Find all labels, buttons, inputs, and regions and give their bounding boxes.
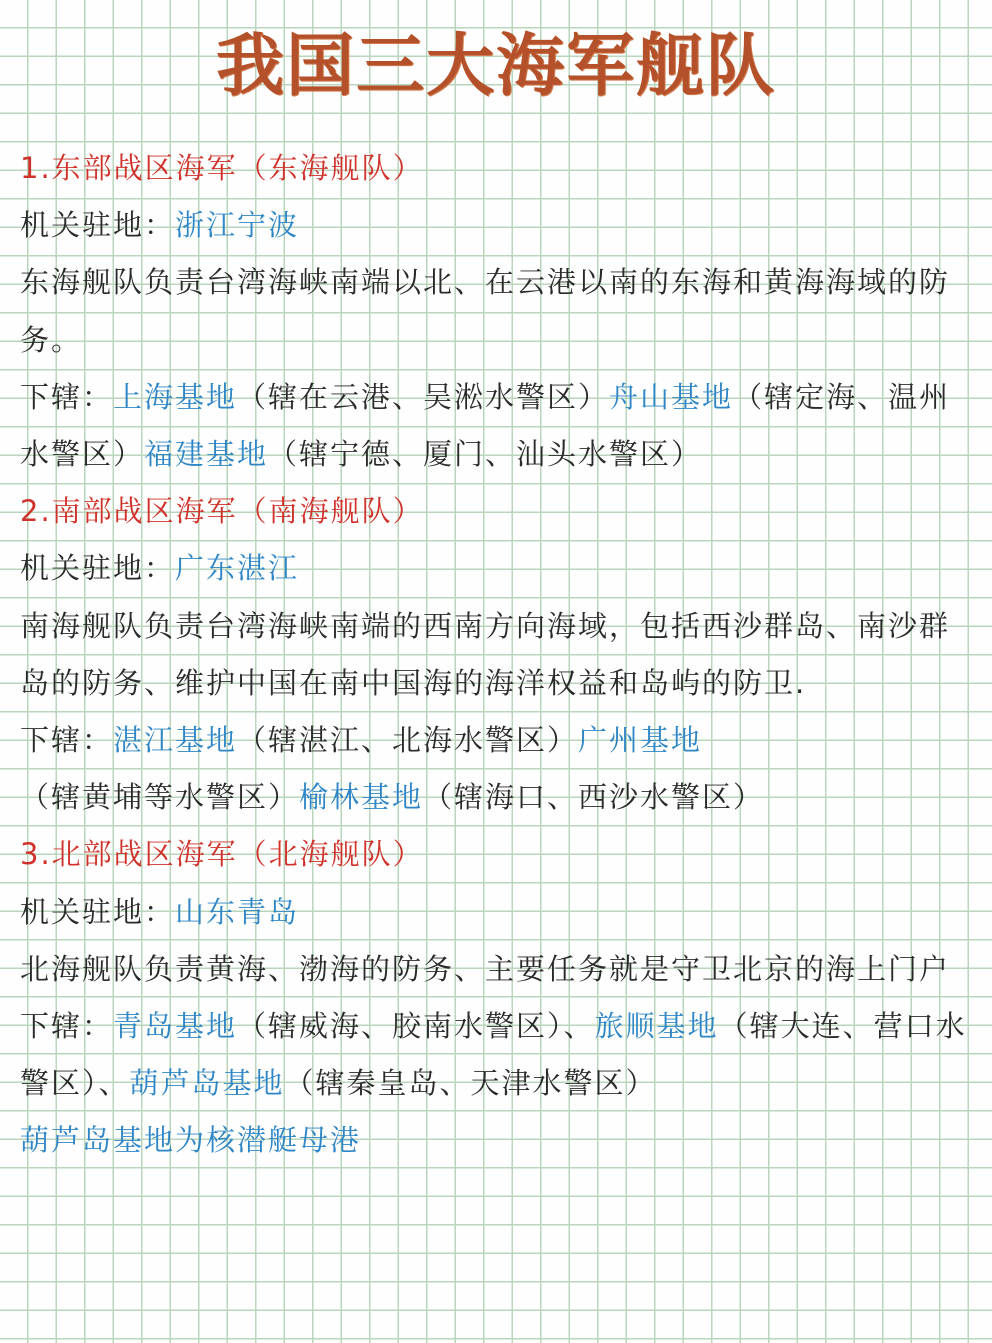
fleet-description: 北海舰队负责黄海、渤海的防务、主要任务就是守卫北京的海上门户 <box>20 951 951 986</box>
hq-location: 广东湛江 <box>175 551 300 586</box>
base-detail: （辖宁德、厦门、汕头水警区） <box>268 437 703 472</box>
sub-label: 下辖： <box>20 723 114 758</box>
base-name: 福建基地 <box>144 437 269 472</box>
hq-location: 浙江宁波 <box>175 208 300 243</box>
base-detail: （辖大连、营口水警区）、 <box>20 1009 967 1101</box>
base-name: 湛江基地 <box>113 723 238 758</box>
subordinate-bases <box>20 369 975 483</box>
base-name: 广州基地 <box>578 723 703 758</box>
footnote: 葫芦岛基地为核潜艇母港 <box>20 1123 362 1158</box>
base-detail: （辖黄埔等水警区） <box>20 780 300 815</box>
hq-label: 机关驻地： <box>20 551 176 586</box>
base-name: 上海基地 <box>113 379 238 414</box>
base-detail: （辖湛江、北海水警区） <box>237 723 579 758</box>
base-detail: （辖秦皇岛、天津水警区） <box>284 1066 657 1101</box>
page-title: 我国三大海军舰队 <box>215 27 776 106</box>
document-body <box>20 140 975 1170</box>
subordinate-bases <box>20 998 975 1112</box>
subordinate-bases <box>20 712 975 826</box>
hq-location: 山东青岛 <box>175 894 300 929</box>
base-name: 旅顺基地 <box>594 1009 719 1044</box>
fleet-description: 南海舰队负责台湾海峡南端的西南方向海域，包括西沙群岛、南沙群岛的防务、维护中国在南中国海的海洋权益和岛屿的防卫. <box>20 608 951 700</box>
fleet-heading: 2.南部战区海军（南海舰队） <box>20 494 424 529</box>
base-name: 榆林基地 <box>299 780 424 815</box>
base-detail: （辖海口、西沙水警区） <box>423 780 765 815</box>
base-detail: （辖定海、温州水警区） <box>20 379 951 472</box>
sub-label: 下辖： <box>20 379 114 414</box>
sub-label: 下辖： <box>20 1009 114 1044</box>
fleet-heading: 3.北部战区海军（北海舰队） <box>20 837 424 872</box>
hq-label: 机关驻地： <box>20 208 176 243</box>
hq-label: 机关驻地： <box>20 894 176 929</box>
base-detail: （辖在云港、吴淞水警区） <box>237 379 610 414</box>
base-name: 舟山基地 <box>609 379 734 414</box>
base-name: 青岛基地 <box>113 1009 238 1044</box>
hq-line <box>20 884 975 941</box>
base-detail: （辖威海、胶南水警区）、 <box>237 1009 595 1044</box>
fleet-description: 东海舰队负责台湾海峡南端以北、在云港以南的东海和黄海海域的防务。 <box>20 265 951 357</box>
hq-line <box>20 197 975 254</box>
hq-line <box>20 540 975 597</box>
base-name: 葫芦岛基地 <box>129 1066 285 1101</box>
fleet-heading: 1.东部战区海军（东海舰队） <box>20 151 424 185</box>
